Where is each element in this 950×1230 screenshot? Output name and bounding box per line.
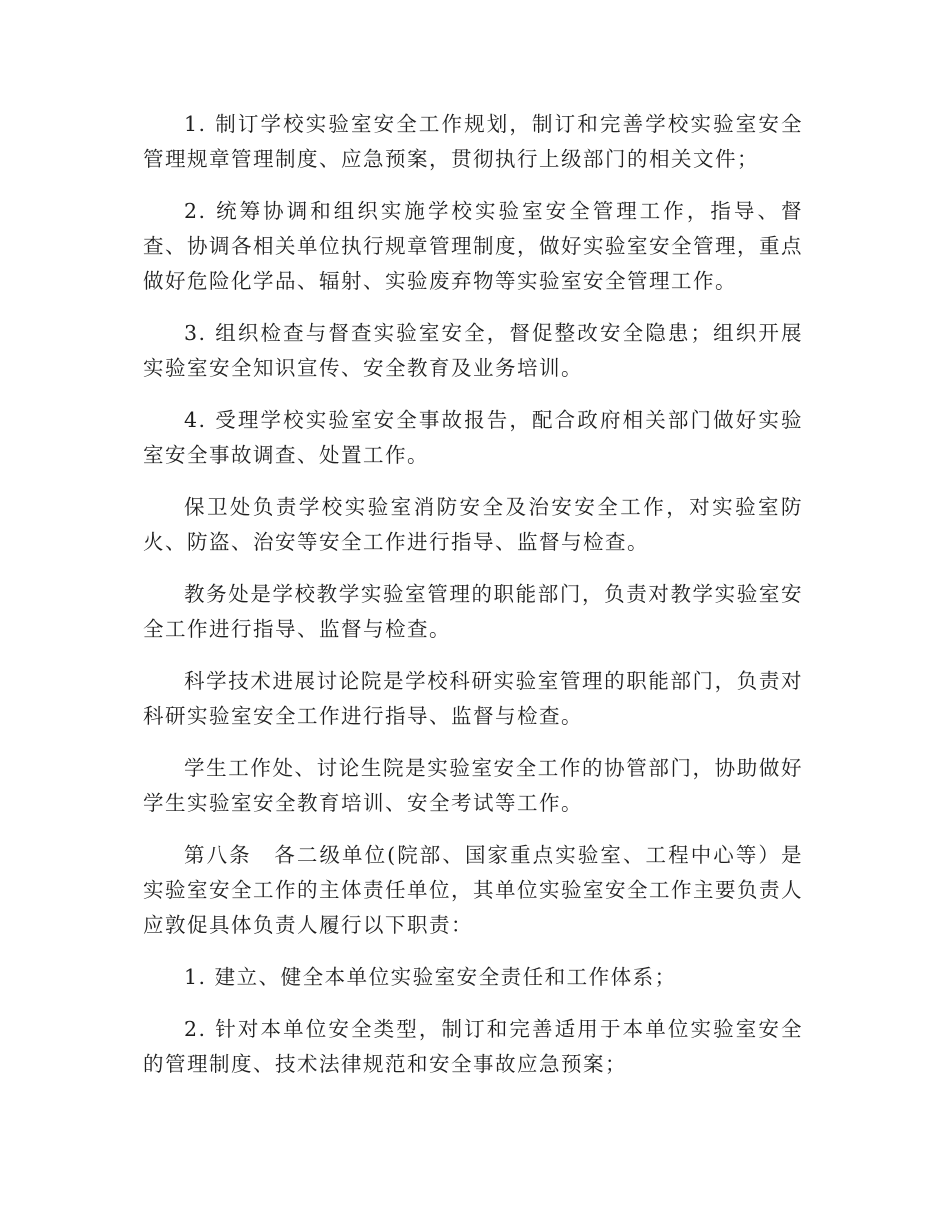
paragraph: 2. 针对本单位安全类型，制订和完善适用于本单位实验室安全的管理制度、技术法律规范和安全事故应急预案； [143,1017,803,1076]
paragraph: 教务处是学校教学实验室管理的职能部门，负责对教学实验室安全工作进行指导、监督与检查。 [143,582,803,641]
paragraph: 1. 建立、健全本单位实验室安全责任和工作体系； [184,965,677,989]
paragraph: 4. 受理学校实验室安全事故报告，配合政府相关部门做好实验室安全事故调查、处置工作。 [143,408,803,467]
paragraph: 3. 组织检查与督查实验室安全，督促整改安全隐患；组织开展实验室安全知识宣传、安全教育及业务培训。 [143,321,803,380]
paragraph: 1. 制订学校实验室安全工作规划，制订和完善学校实验室安全管理规章管理制度、应急预案，贯彻执行上级部门的相关文件； [143,112,803,171]
paragraph: 保卫处负责学校实验室消防安全及治安安全工作，对实验室防火、防盗、治安等安全工作进行指导、监督与检查。 [143,495,803,554]
document-body [143,107,803,1099]
paragraph: 学生工作处、讨论生院是实验室安全工作的协管部门，协助做好学生实验室安全教育培训、安全考试等工作。 [143,756,803,815]
paragraph: 科学技术进展讨论院是学校科研实验室管理的职能部门，负责对科研实验室安全工作进行指导、监督与检查。 [143,669,803,728]
paragraph: 2. 统筹协调和组织实施学校实验室安全管理工作，指导、督查、协调各相关单位执行规章管理制度，做好实验室安全管理，重点做好危险化学品、辐射、实验废弃物等实验室安全管理工作。 [143,199,803,293]
paragraph: 第八条 各二级单位(院部、国家重点实验室、工程中心等）是实验室安全工作的主体责任单位，其单位实验室安全工作主要负责人应敦促具体负责人履行以下职责： [143,843,803,937]
